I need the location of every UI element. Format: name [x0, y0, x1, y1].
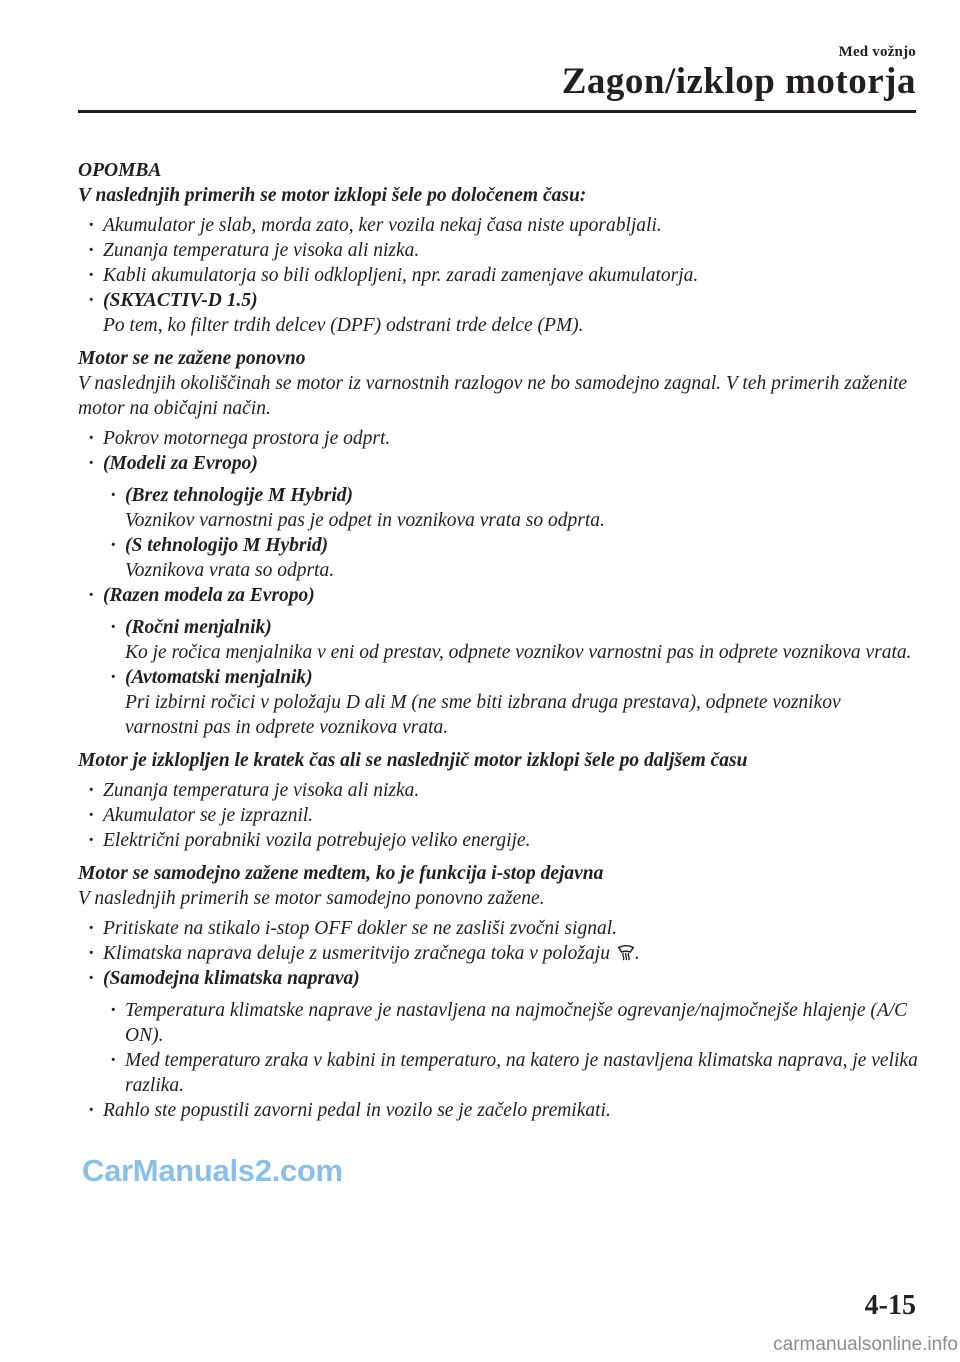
item-text: Voznikov varnostni pas je odpet in voznikova vrata so odprta.: [125, 510, 605, 531]
restart-list: [78, 426, 918, 740]
item-label: · (Samodejna klimatska naprava): [103, 968, 360, 989]
list-item: [103, 941, 918, 966]
sub-list-item: [125, 533, 918, 583]
list-item: · Pritiskate na stikalo i-stop OFF dokler se ne zasliši zvočni signal.: [103, 916, 918, 941]
section-heading: Motor je izklopljen le kratek čas ali se naslednjič motor izklopi šele po daljšem času: [78, 750, 748, 771]
list-item: · Zunanja temperatura je visoka ali nizka.: [103, 778, 918, 803]
item-text: Klimatska naprava deluje z usmeritvijo zračnega toka v položaju: [103, 943, 610, 964]
section-intro: V naslednjih primerih se motor samodejno ponovno zažene.: [78, 888, 545, 909]
note-intro: V naslednjih primerih se motor izklopi šele po določenem času:: [78, 185, 587, 206]
item-label: · (Ročni menjalnik): [125, 617, 272, 638]
item-label: · (Modeli za Evropo): [103, 453, 258, 474]
sub-list: [103, 998, 918, 1098]
list-item: · Akumulator se je izpraznil.: [103, 803, 918, 828]
item-label: · (SKYACTIV-D 1.5): [103, 290, 258, 311]
list-item: · Električni porabniki vozila potrebujejo veliko energije.: [103, 828, 918, 853]
sub-list: [103, 483, 918, 583]
header-divider: [78, 110, 916, 113]
page-title: Zagon/izklop motorja: [561, 61, 916, 102]
item-text: Po tem, ko filter trdih delcev (DPF) odstrani trde delce (PM).: [103, 315, 584, 336]
item-label: · (Razen modela za Evropo): [103, 585, 315, 606]
note-label: OPOMBA: [78, 160, 162, 181]
section-heading: Motor se samodejno zažene medtem, ko je funkcija i-stop dejavna: [78, 863, 604, 884]
page-number: 4-15: [864, 1290, 916, 1321]
sub-list-item: · Temperatura klimatske naprave je nastavljena na najmočnejše ogrevanje/najmočnejše hlajenje (A/C ON).: [125, 998, 918, 1048]
list-item: · Kabli akumulatorja so bili odklopljeni, npr. zaradi zamenjave akumulatorja.: [103, 263, 918, 288]
sub-list-item: · Med temperaturo zraka v kabini in temperaturo, na katero je nastavljena klimatska naprava, je velika razlika.: [125, 1048, 918, 1098]
list-item: [103, 583, 918, 740]
item-text-end: .: [634, 943, 640, 964]
auto-restart-list: [78, 916, 918, 1123]
item-text: Voznikova vrata so odprta.: [125, 560, 335, 581]
list-item: [103, 451, 918, 583]
item-label: · (S tehnologijo M Hybrid): [125, 535, 329, 556]
windshield-defrost-icon: [617, 943, 635, 961]
item-label: · (Avtomatski menjalnik): [125, 667, 313, 688]
sub-list-item: [125, 615, 918, 665]
footer-watermark: carmanualsonline.info: [773, 1334, 958, 1355]
sub-list-item: [125, 483, 918, 533]
short-stop-list: [78, 778, 918, 853]
note-list: [78, 213, 918, 338]
item-label: · (Brez tehnologije M Hybrid): [125, 485, 354, 506]
watermark-logo: CarManuals2.com: [82, 1153, 343, 1188]
list-item: · Rahlo ste popustili zavorni pedal in vozilo se je začelo premikati.: [103, 1098, 918, 1123]
section-heading: Motor se ne zažene ponovno: [78, 348, 306, 369]
section-intro: V naslednjih okoliščinah se motor iz varnostnih razlogov ne bo samodejno zagnal. V teh primerih zaženite motor na običajni način.: [78, 373, 908, 419]
list-item: · Zunanja temperatura je visoka ali nizka.: [103, 238, 918, 263]
list-item: [103, 288, 918, 338]
list-item: [103, 966, 918, 1098]
item-text: Pri izbirni ročici v položaju D ali M (ne sme biti izbrana druga prestava), odpnete voznikov varnostni pas in odprete voznikova vrata.: [125, 692, 841, 738]
item-text: Ko je ročica menjalnika v eni od prestav, odpnete voznikov varnostni pas in odprete voznikova vrata.: [125, 642, 912, 663]
page-content: [78, 158, 918, 1123]
list-item: · Akumulator je slab, morda zato, ker vozila nekaj časa niste uporabljali.: [103, 213, 918, 238]
sub-list-item: [125, 665, 918, 740]
section-label: Med vožnjo: [838, 44, 916, 60]
sub-list: [103, 615, 918, 740]
list-item: · Pokrov motornega prostora je odprt.: [103, 426, 918, 451]
